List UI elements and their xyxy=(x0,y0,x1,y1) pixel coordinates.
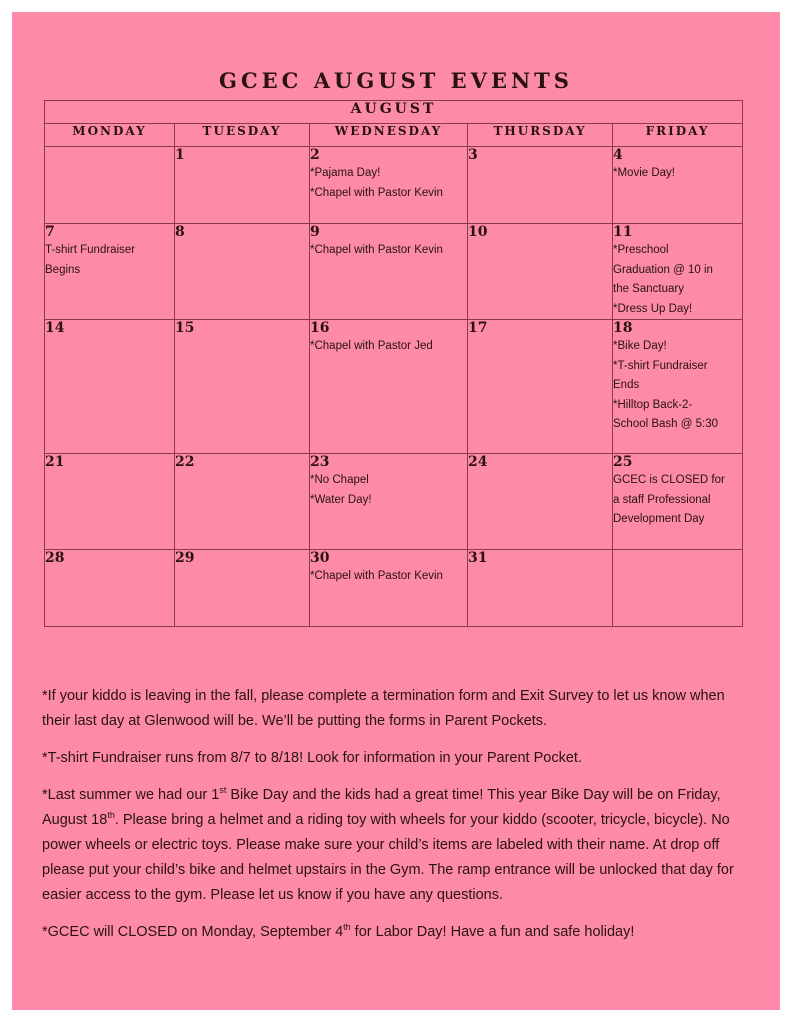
day-events: T-shirt Fundraiser Begins xyxy=(45,244,136,276)
weekday-monday: MONDAY xyxy=(45,124,175,147)
day-number: 16 xyxy=(310,320,330,336)
day-cell xyxy=(310,454,468,550)
day-events: *No Chapel *Water Day! xyxy=(310,474,372,506)
weekday-friday: FRIDAY xyxy=(613,124,743,147)
day-cell xyxy=(175,454,310,550)
month-name: AUGUST xyxy=(45,101,743,124)
day-number: 2 xyxy=(310,147,320,163)
day-cell xyxy=(613,320,743,454)
day-cell xyxy=(310,147,468,224)
day-cell xyxy=(175,224,310,320)
day-cell xyxy=(613,454,743,550)
day-cell xyxy=(613,147,743,224)
notes-section xyxy=(42,684,754,957)
day-number: 7 xyxy=(45,224,55,240)
day-cell xyxy=(175,320,310,454)
day-cell xyxy=(468,550,613,627)
month-header-row xyxy=(45,101,743,124)
day-number: 31 xyxy=(468,550,488,566)
day-events: *Pajama Day! *Chapel with Pastor Kevin xyxy=(310,167,443,199)
day-number: 25 xyxy=(613,454,633,470)
day-cell xyxy=(45,224,175,320)
ordinal-suffix: th xyxy=(107,810,115,821)
day-number: 23 xyxy=(310,454,330,470)
note-text: *GCEC will CLOSED on Monday, September 4 xyxy=(42,924,344,940)
day-cell xyxy=(310,224,468,320)
weekday-thursday: THURSDAY xyxy=(468,124,613,147)
day-cell xyxy=(468,147,613,224)
note-tshirt-fundraiser: *T-shirt Fundraiser runs from 8/7 to 8/18! Look for information in your Parent Pocket. xyxy=(42,750,582,766)
day-cell xyxy=(45,454,175,550)
day-cell xyxy=(45,147,175,224)
day-cell xyxy=(468,320,613,454)
day-cell xyxy=(613,550,743,627)
day-events: *Chapel with Pastor Kevin xyxy=(310,570,443,582)
week-row xyxy=(45,550,743,627)
week-row xyxy=(45,147,743,224)
day-number: 28 xyxy=(45,550,65,566)
day-number: 11 xyxy=(613,224,633,240)
day-events: *Bike Day! *T-shirt Fundraiser Ends *Hilltop Back-2- School Bash @ 5:30 xyxy=(613,340,719,430)
day-number: 17 xyxy=(468,320,488,336)
day-events: *Chapel with Pastor Jed xyxy=(310,340,433,352)
week-row xyxy=(45,320,743,454)
day-number: 24 xyxy=(468,454,488,470)
day-cell xyxy=(175,147,310,224)
note-termination-form: *If your kiddo is leaving in the fall, please complete a termination form and Exit Survey to let us know when their last day at Glenwood will be. We’ll be putting the forms in Parent Pockets. xyxy=(42,688,725,729)
day-number: 22 xyxy=(175,454,195,470)
day-number: 3 xyxy=(468,147,478,163)
day-cell xyxy=(45,320,175,454)
calendar-table xyxy=(44,100,743,627)
flyer-page xyxy=(12,12,780,1010)
day-events: *Chapel with Pastor Kevin xyxy=(310,244,443,256)
day-number: 15 xyxy=(175,320,195,336)
note-bike-day xyxy=(42,783,754,908)
note-text: . Please bring a helmet and a riding toy with wheels for your kiddo (scooter, tricycle, bicycle). No power wheels or electric toys. Please make sure your child’s items are labeled with their name. At drop off please put your child’s bike and helmet upstairs in the Gym. The ramp entrance will be unlocked that day for easier access to the gym. Please let us know if you have any questions. xyxy=(42,812,734,903)
day-cell xyxy=(468,224,613,320)
day-events: *Preschool Graduation @ 10 in the Sanctuary *Dress Up Day! xyxy=(613,244,713,315)
day-number: 30 xyxy=(310,550,330,566)
day-cell xyxy=(45,550,175,627)
note-text: for Labor Day! Have a fun and safe holiday! xyxy=(350,924,635,940)
day-number: 21 xyxy=(45,454,65,470)
day-events: *Movie Day! xyxy=(613,167,675,179)
weekday-tuesday: TUESDAY xyxy=(175,124,310,147)
day-number: 9 xyxy=(310,224,320,240)
ordinal-suffix: th xyxy=(343,922,351,933)
day-number: 18 xyxy=(613,320,633,336)
day-number: 29 xyxy=(175,550,195,566)
day-cell xyxy=(310,550,468,627)
day-number: 10 xyxy=(468,224,488,240)
day-number: 1 xyxy=(175,147,185,163)
day-number: 14 xyxy=(45,320,65,336)
page-title: GCEC AUGUST EVENTS xyxy=(219,68,573,93)
week-row xyxy=(45,454,743,550)
day-cell xyxy=(468,454,613,550)
weekday-wednesday: WEDNESDAY xyxy=(310,124,468,147)
day-cell xyxy=(175,550,310,627)
day-cell xyxy=(310,320,468,454)
note-labor-day xyxy=(42,920,754,945)
ordinal-suffix: st xyxy=(219,785,227,796)
note-text: *Last summer we had our 1 xyxy=(42,787,220,803)
day-number: 8 xyxy=(175,224,185,240)
week-row xyxy=(45,224,743,320)
day-events: GCEC is CLOSED for a staff Professional Development Day xyxy=(613,474,725,525)
day-cell xyxy=(613,224,743,320)
note-text: Bike Day and the kids had a great time! This year Bike Day will be on Friday, August 18 xyxy=(42,787,721,828)
weekday-header-row xyxy=(45,124,743,147)
day-number: 4 xyxy=(613,147,623,163)
